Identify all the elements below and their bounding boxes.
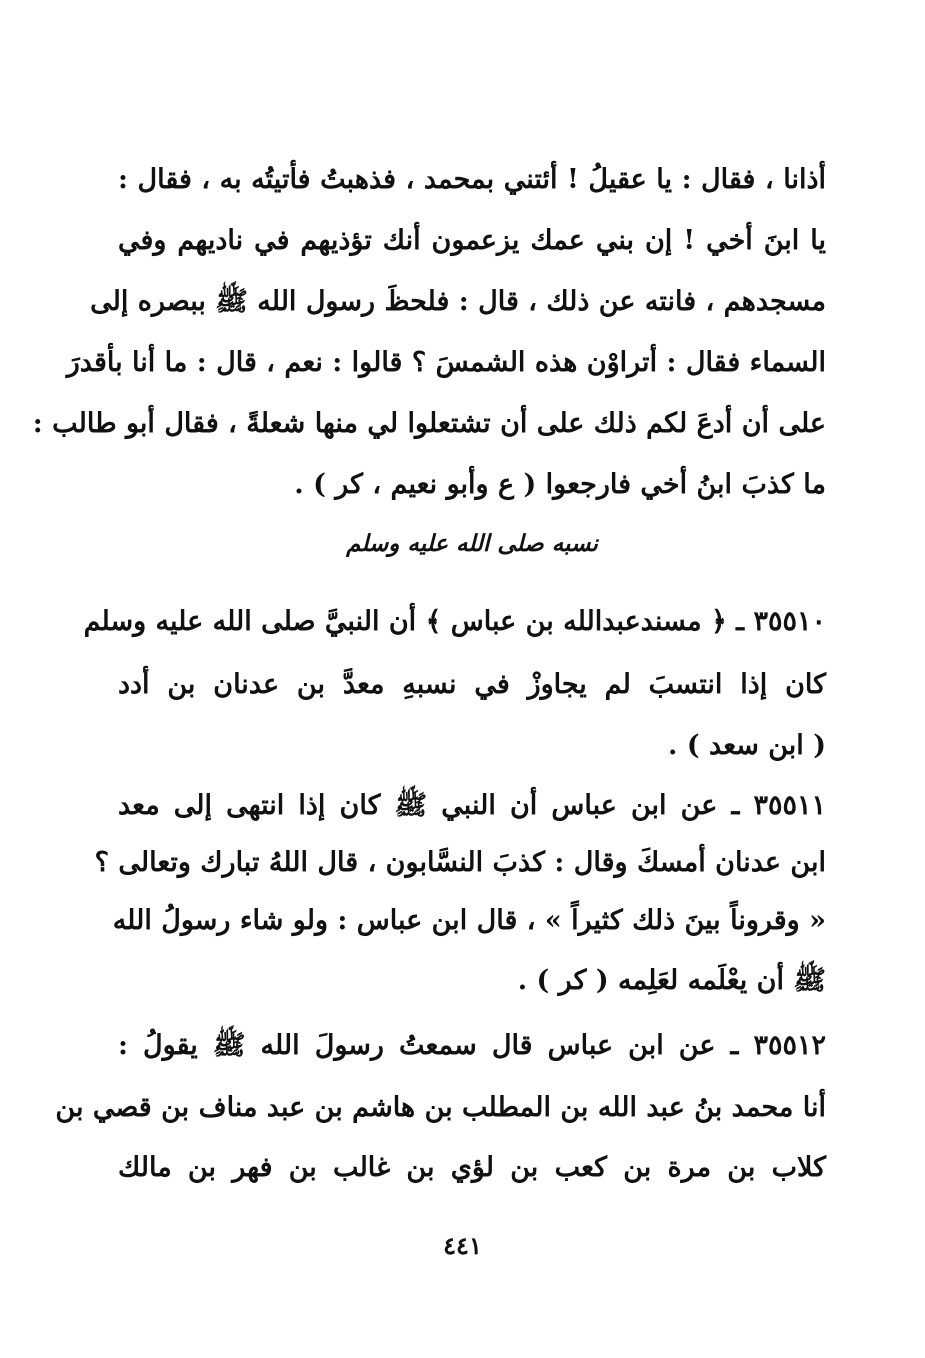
section-heading: نسبه صلى الله عليه وسلم bbox=[346, 530, 598, 557]
hadith-35511 bbox=[94, 776, 826, 1016]
text-line: ( ابن سعد ) . bbox=[668, 730, 826, 761]
text-line: ٣٥٥١٠ ـ ﴿ مسندعبدالله بن عباس ﴾ أن النبيَّ صلى الله عليه وسلم bbox=[83, 606, 826, 637]
continuing-paragraph bbox=[32, 150, 826, 510]
text-line: كلاب بن مرة بن كعب بن لؤي بن غالب بن فهر بن مالك bbox=[118, 1152, 826, 1183]
text-line: السماء فقال : أتراوْن هذه الشمسَ ؟ قالوا : نعم ، قال : ما أنا بأقدرَ bbox=[66, 347, 826, 378]
text-line: ما كذبَ ابنُ أخي فارجعوا ( ع وأبو نعيم ، كر ) . bbox=[294, 469, 826, 500]
text-line: على أن أدعَ لكم ذلك على أن تشتعلوا لي منها شعلةً ، فقال أبو طالب : bbox=[32, 408, 826, 439]
text-line: ﷺ أن يعْلَمه لعَلِمه ( كر ) . bbox=[517, 965, 826, 996]
text-line: ابن عدنان أمسكَ وقال : كذبَ النسَّابون ، قال اللهُ تبارك وتعالى ؟ bbox=[94, 847, 826, 878]
hadith-35512 bbox=[55, 1016, 826, 1202]
hadith-35510 bbox=[83, 592, 826, 782]
text-line: يا ابنَ أخي ! إن بني عمك يزعمون أنك تؤذيهم في ناديهم وفي bbox=[118, 225, 826, 256]
text-line: « وقروناً بينَ ذلك كثيراً » ، قال ابن عباس : ولو شاء رسولُ الله bbox=[112, 905, 826, 936]
text-line: كان إذا انتسبَ لم يجاوزْ في نسبهِ معدَّ بن عدنان بن أدد bbox=[118, 669, 826, 700]
page-number: ٤٤١ bbox=[443, 1231, 482, 1260]
text-line: مسجدهم ، فانته عن ذلك ، قال : فلحظَ رسول الله ﷺ ببصره إلى bbox=[90, 286, 826, 317]
text-line: أنا محمد بنُ عبد الله بن المطلب بن هاشم بن عبد مناف بن قصي بن bbox=[55, 1092, 826, 1123]
text-line: ٣٥٥١٢ ـ عن ابن عباس قال سمعتُ رسولَ الله ﷺ يقولُ : bbox=[118, 1030, 826, 1061]
text-line: أذانا ، فقال : يا عقيلُ ! أئتني بمحمد ، فذهبتُ فأتيتُه به ، فقال : bbox=[118, 164, 826, 195]
text-line: ٣٥٥١١ ـ عن ابن عباس أن النبي ﷺ كان إذا انتهى إلى معد bbox=[118, 790, 826, 821]
